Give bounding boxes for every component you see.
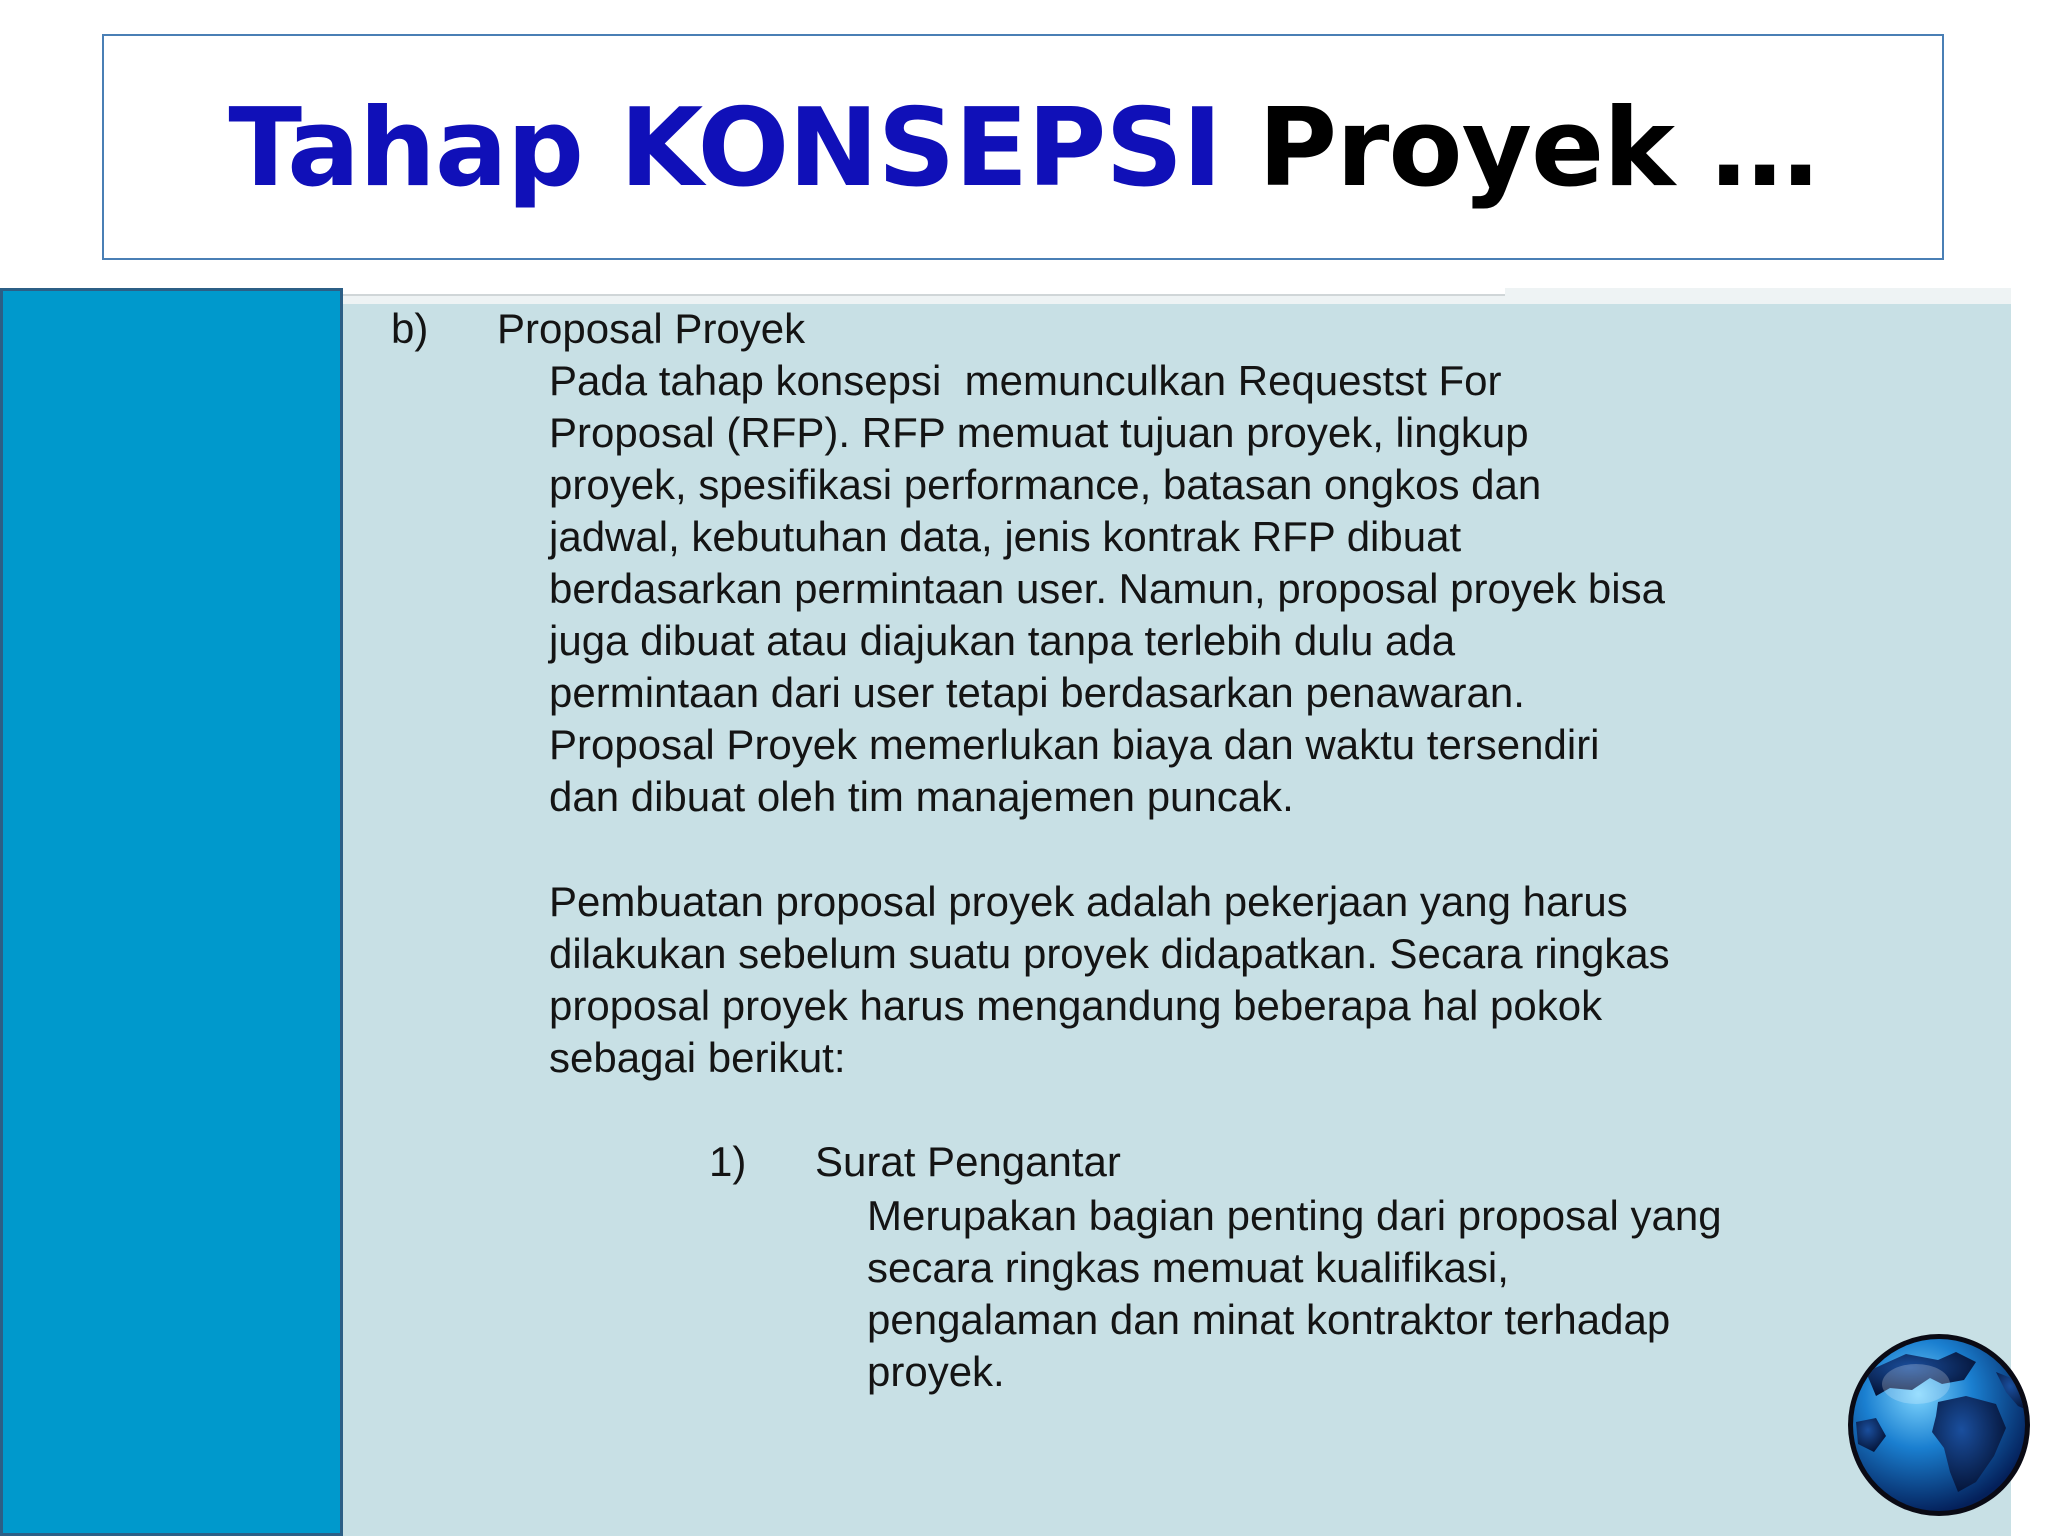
- title-highlight: Tahap KONSEPSI: [228, 86, 1222, 211]
- list-item-text: Merupakan bagian penting dari proposal yang secara ringkas memuat kualifikasi, pengalaman dan minat kontraktor terhadap proyek.: [867, 1192, 1722, 1395]
- panel-top-line: [343, 288, 1505, 296]
- title-rest: Proyek …: [1257, 86, 1818, 211]
- title-box: [102, 34, 1944, 260]
- slide-title: [228, 86, 1818, 211]
- section-paragraph-2: Pembuatan proposal proyek adalah pekerjaan yang harus dilakukan sebelum suatu proyek didapatkan. Secara ringkas proposal proyek harus mengandung beberapa hal pokok sebagai berikut:: [549, 878, 1670, 1081]
- list-item-label: 1): [709, 1138, 747, 1185]
- section-label: b): [391, 305, 429, 352]
- list-item-heading: Surat Pengantar: [815, 1138, 1121, 1185]
- left-accent-bar: [0, 288, 343, 1536]
- globe-icon: [1846, 1332, 2032, 1518]
- panel-top-strip: [343, 288, 2011, 304]
- section-paragraph-1: Pada tahap konsepsi memunculkan Requestst For Proposal (RFP). RFP memuat tujuan proyek, lingkup proyek, spesifikasi performance, batasan ongkos dan jadwal, kebutuhan data, jenis kontrak RFP dibuat berdasarkan permintaan user. Namun, proposal proyek bisa juga dibuat atau diajukan tanpa terlebih dulu ada permintaan dari user tetapi berdasarkan penawaran. Proposal Proyek memerlukan biaya dan waktu tersendiri dan dibuat oleh tim manajemen puncak.: [549, 357, 1665, 820]
- section-heading: Proposal Proyek: [497, 305, 806, 352]
